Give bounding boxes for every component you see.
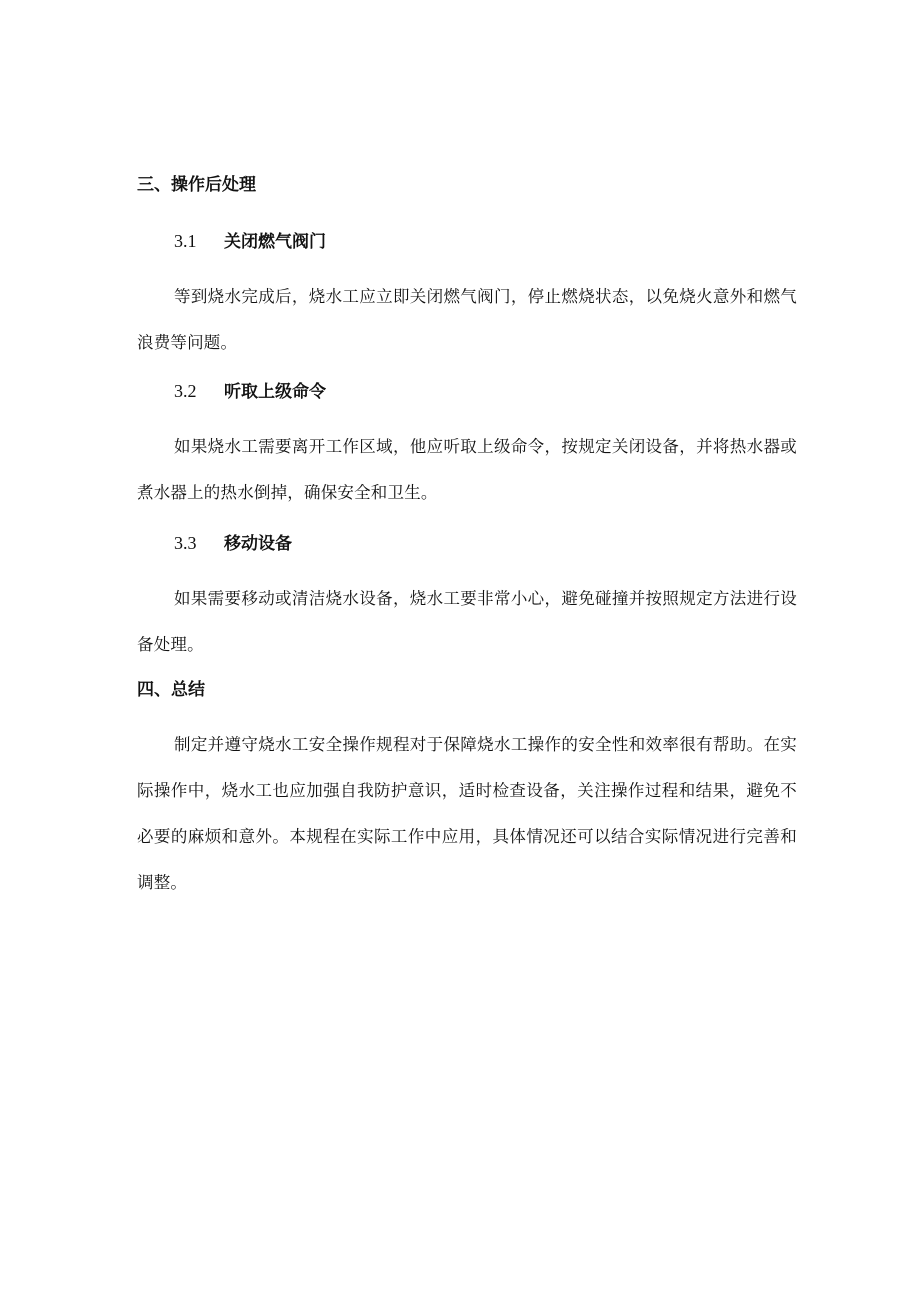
- paragraph-3-2: 如果烧水工需要离开工作区域，他应听取上级命令，按规定关闭设备，并将热水器或煮水器上的热水倒掉，确保安全和卫生。: [137, 437, 797, 502]
- subsection-heading-3-3: [174, 531, 834, 556]
- subsection-title: 关闭燃气阀门: [224, 232, 326, 252]
- section-title: 三、操作后处理: [137, 175, 256, 195]
- section-heading-3: [137, 173, 797, 197]
- section-heading-4: [137, 678, 797, 702]
- subsection-number: 3.2: [174, 381, 197, 401]
- subsection-title: 移动设备: [224, 534, 292, 554]
- subsection-number: 3.3: [174, 533, 197, 553]
- paragraph-4: 制定并遵守烧水工安全操作规程对于保障烧水工操作的安全性和效率很有帮助。在实际操作中，烧水工也应加强自我防护意识，适时检查设备，关注操作过程和结果，避免不必要的麻烦和意外。本规程在实际工作中应用，具体情况还可以结合实际情况进行完善和调整。: [137, 735, 797, 892]
- subsection-heading-3-1: [174, 229, 834, 254]
- paragraph-3-1: 等到烧水完成后，烧水工应立即关闭燃气阀门，停止燃烧状态，以免烧火意外和燃气浪费等问题。: [137, 287, 797, 352]
- subsection-number: 3.1: [174, 231, 197, 251]
- subsection-heading-3-2: [174, 379, 834, 404]
- section-title: 四、总结: [137, 680, 205, 700]
- subsection-title: 听取上级命令: [224, 382, 326, 402]
- paragraph-3-3: 如果需要移动或清洁烧水设备，烧水工要非常小心，避免碰撞并按照规定方法进行设备处理。: [137, 589, 797, 654]
